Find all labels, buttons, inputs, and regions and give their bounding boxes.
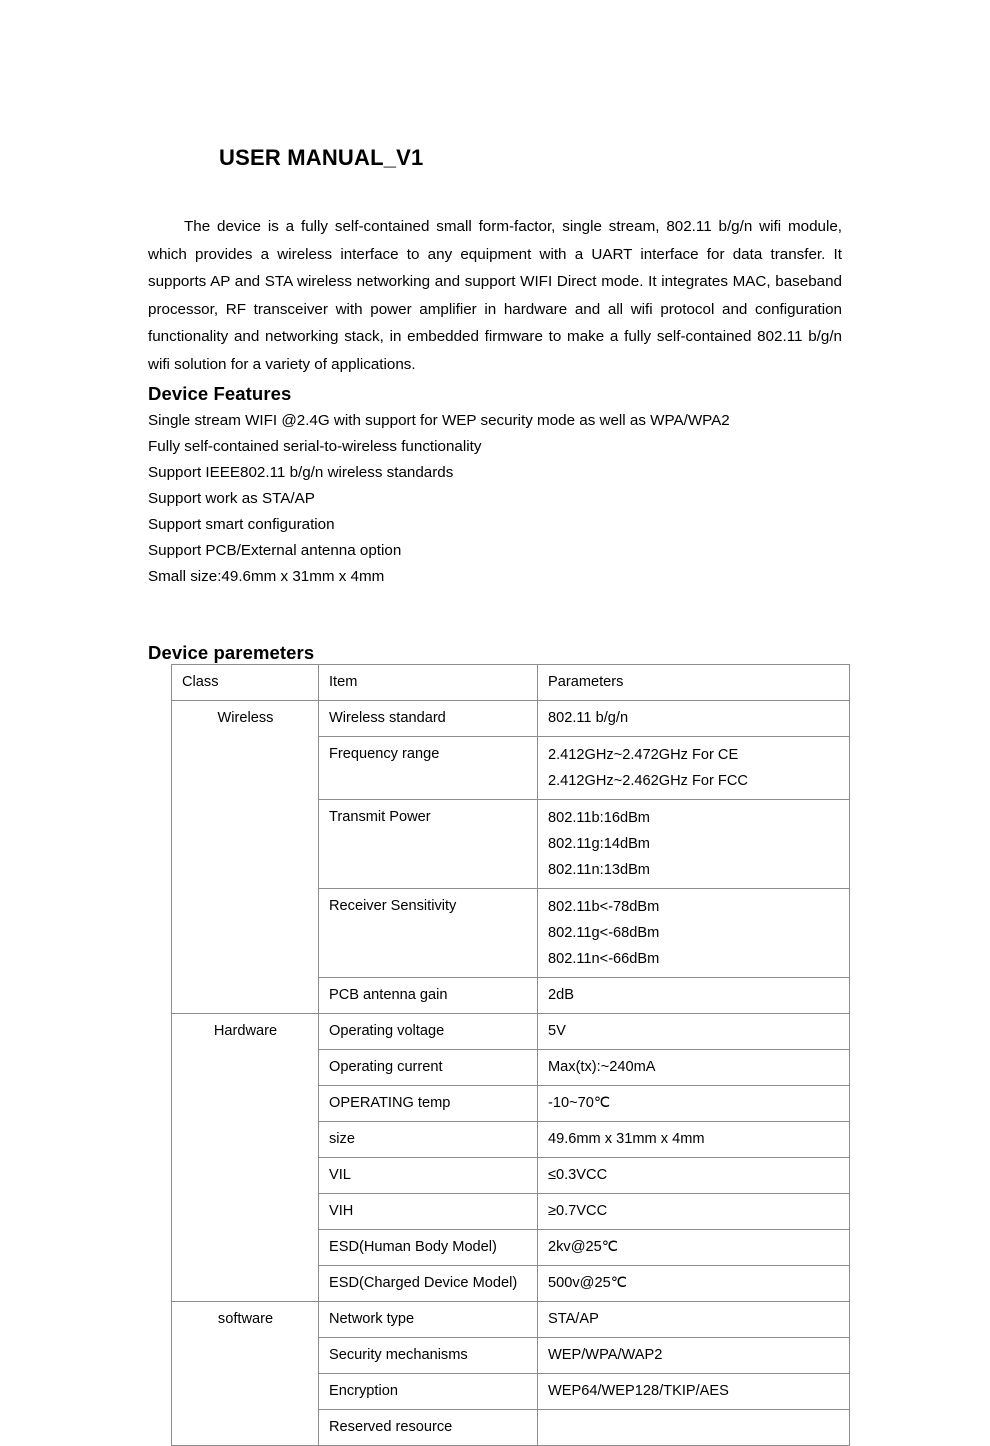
device-parameters-table-wrapper <box>171 664 849 1446</box>
device-features-list <box>148 408 848 590</box>
parameters-cell <box>538 800 850 889</box>
feature-item: Small size:49.6mm x 31mm x 4mm <box>148 568 385 585</box>
item-cell: Frequency range <box>319 737 538 800</box>
feature-item: Support PCB/External antenna option <box>148 542 402 559</box>
item-cell: Network type <box>319 1302 538 1338</box>
feature-item: Single stream WIFI @2.4G with support for WEP security mode as well as WPA/WPA2 <box>148 412 730 429</box>
item-cell: OPERATING temp <box>319 1086 538 1122</box>
item-cell: Transmit Power <box>319 800 538 889</box>
parameters-cell: Max(tx):~240mA <box>538 1050 850 1086</box>
parameter-line: 802.11n:13dBm <box>548 862 650 878</box>
parameters-cell: 2dB <box>538 978 850 1014</box>
parameters-cell: 5V <box>538 1014 850 1050</box>
item-cell: Reserved resource <box>319 1410 538 1446</box>
feature-item: Fully self-contained serial-to-wireless functionality <box>148 438 482 455</box>
intro-paragraph: The device is a fully self-contained small form-factor, single stream, 802.11 b/g/n wifi module, which provides a wireless interface to any equipment with a UART interface for data transfer. It supports AP and STA wireless networking and support WIFI Direct mode. It integrates MAC, baseband processor, RF transceiver with power amplifier in hardware and all wifi protocol and configuration functionality and networking stack, in embedded firmware to make a fully self-contained 802.11 b/g/n wifi solution for a variety of applications. <box>148 218 842 373</box>
item-cell: size <box>319 1122 538 1158</box>
parameters-cell: STA/AP <box>538 1302 850 1338</box>
item-cell: VIL <box>319 1158 538 1194</box>
parameters-cell <box>538 737 850 800</box>
item-cell: Operating voltage <box>319 1014 538 1050</box>
item-cell: ESD(Charged Device Model) <box>319 1266 538 1302</box>
parameters-cell: 500v@25℃ <box>538 1266 850 1302</box>
device-parameters-table <box>171 664 850 1446</box>
parameter-line: 802.11g:14dBm <box>548 836 650 852</box>
column-header-parameters: Parameters <box>538 665 850 701</box>
device-parameters-heading: Device paremeters <box>148 642 315 664</box>
parameter-line: 802.11b<-78dBm <box>548 899 660 915</box>
item-cell: Encryption <box>319 1374 538 1410</box>
item-cell: VIH <box>319 1194 538 1230</box>
parameters-cell: 49.6mm x 31mm x 4mm <box>538 1122 850 1158</box>
parameters-cell <box>538 889 850 978</box>
table-row <box>172 1302 850 1338</box>
feature-item: Support IEEE802.11 b/g/n wireless standards <box>148 464 454 481</box>
device-features-heading: Device Features <box>148 383 292 405</box>
table-row <box>172 1014 850 1050</box>
page-title: USER MANUAL_V1 <box>219 144 424 170</box>
parameter-line: 2.412GHz~2.462GHz For FCC <box>548 773 748 789</box>
parameter-line: 802.11n<-66dBm <box>548 951 660 967</box>
class-cell-wireless: Wireless <box>172 701 319 1014</box>
parameters-cell <box>538 1410 850 1446</box>
column-header-item: Item <box>319 665 538 701</box>
parameters-cell: -10~70℃ <box>538 1086 850 1122</box>
parameters-cell: ≤0.3VCC <box>538 1158 850 1194</box>
table-row <box>172 701 850 737</box>
item-cell: Operating current <box>319 1050 538 1086</box>
column-header-class: Class <box>172 665 319 701</box>
class-cell-software: software <box>172 1302 319 1446</box>
parameter-line: 2.412GHz~2.472GHz For CE <box>548 747 739 763</box>
table-header-row <box>172 665 850 701</box>
parameters-cell: ≥0.7VCC <box>538 1194 850 1230</box>
feature-item: Support smart configuration <box>148 516 335 533</box>
class-cell-hardware: Hardware <box>172 1014 319 1302</box>
parameters-cell: WEP64/WEP128/TKIP/AES <box>538 1374 850 1410</box>
parameters-cell: WEP/WPA/WAP2 <box>538 1338 850 1374</box>
item-cell: Receiver Sensitivity <box>319 889 538 978</box>
item-cell: PCB antenna gain <box>319 978 538 1014</box>
feature-item: Support work as STA/AP <box>148 490 315 507</box>
parameters-cell: 2kv@25℃ <box>538 1230 850 1266</box>
parameter-line: 802.11g<-68dBm <box>548 925 660 941</box>
item-cell: Security mechanisms <box>319 1338 538 1374</box>
item-cell: ESD(Human Body Model) <box>319 1230 538 1266</box>
parameter-line: 802.11b:16dBm <box>548 810 650 826</box>
parameters-cell: 802.11 b/g/n <box>538 701 850 737</box>
item-cell: Wireless standard <box>319 701 538 737</box>
